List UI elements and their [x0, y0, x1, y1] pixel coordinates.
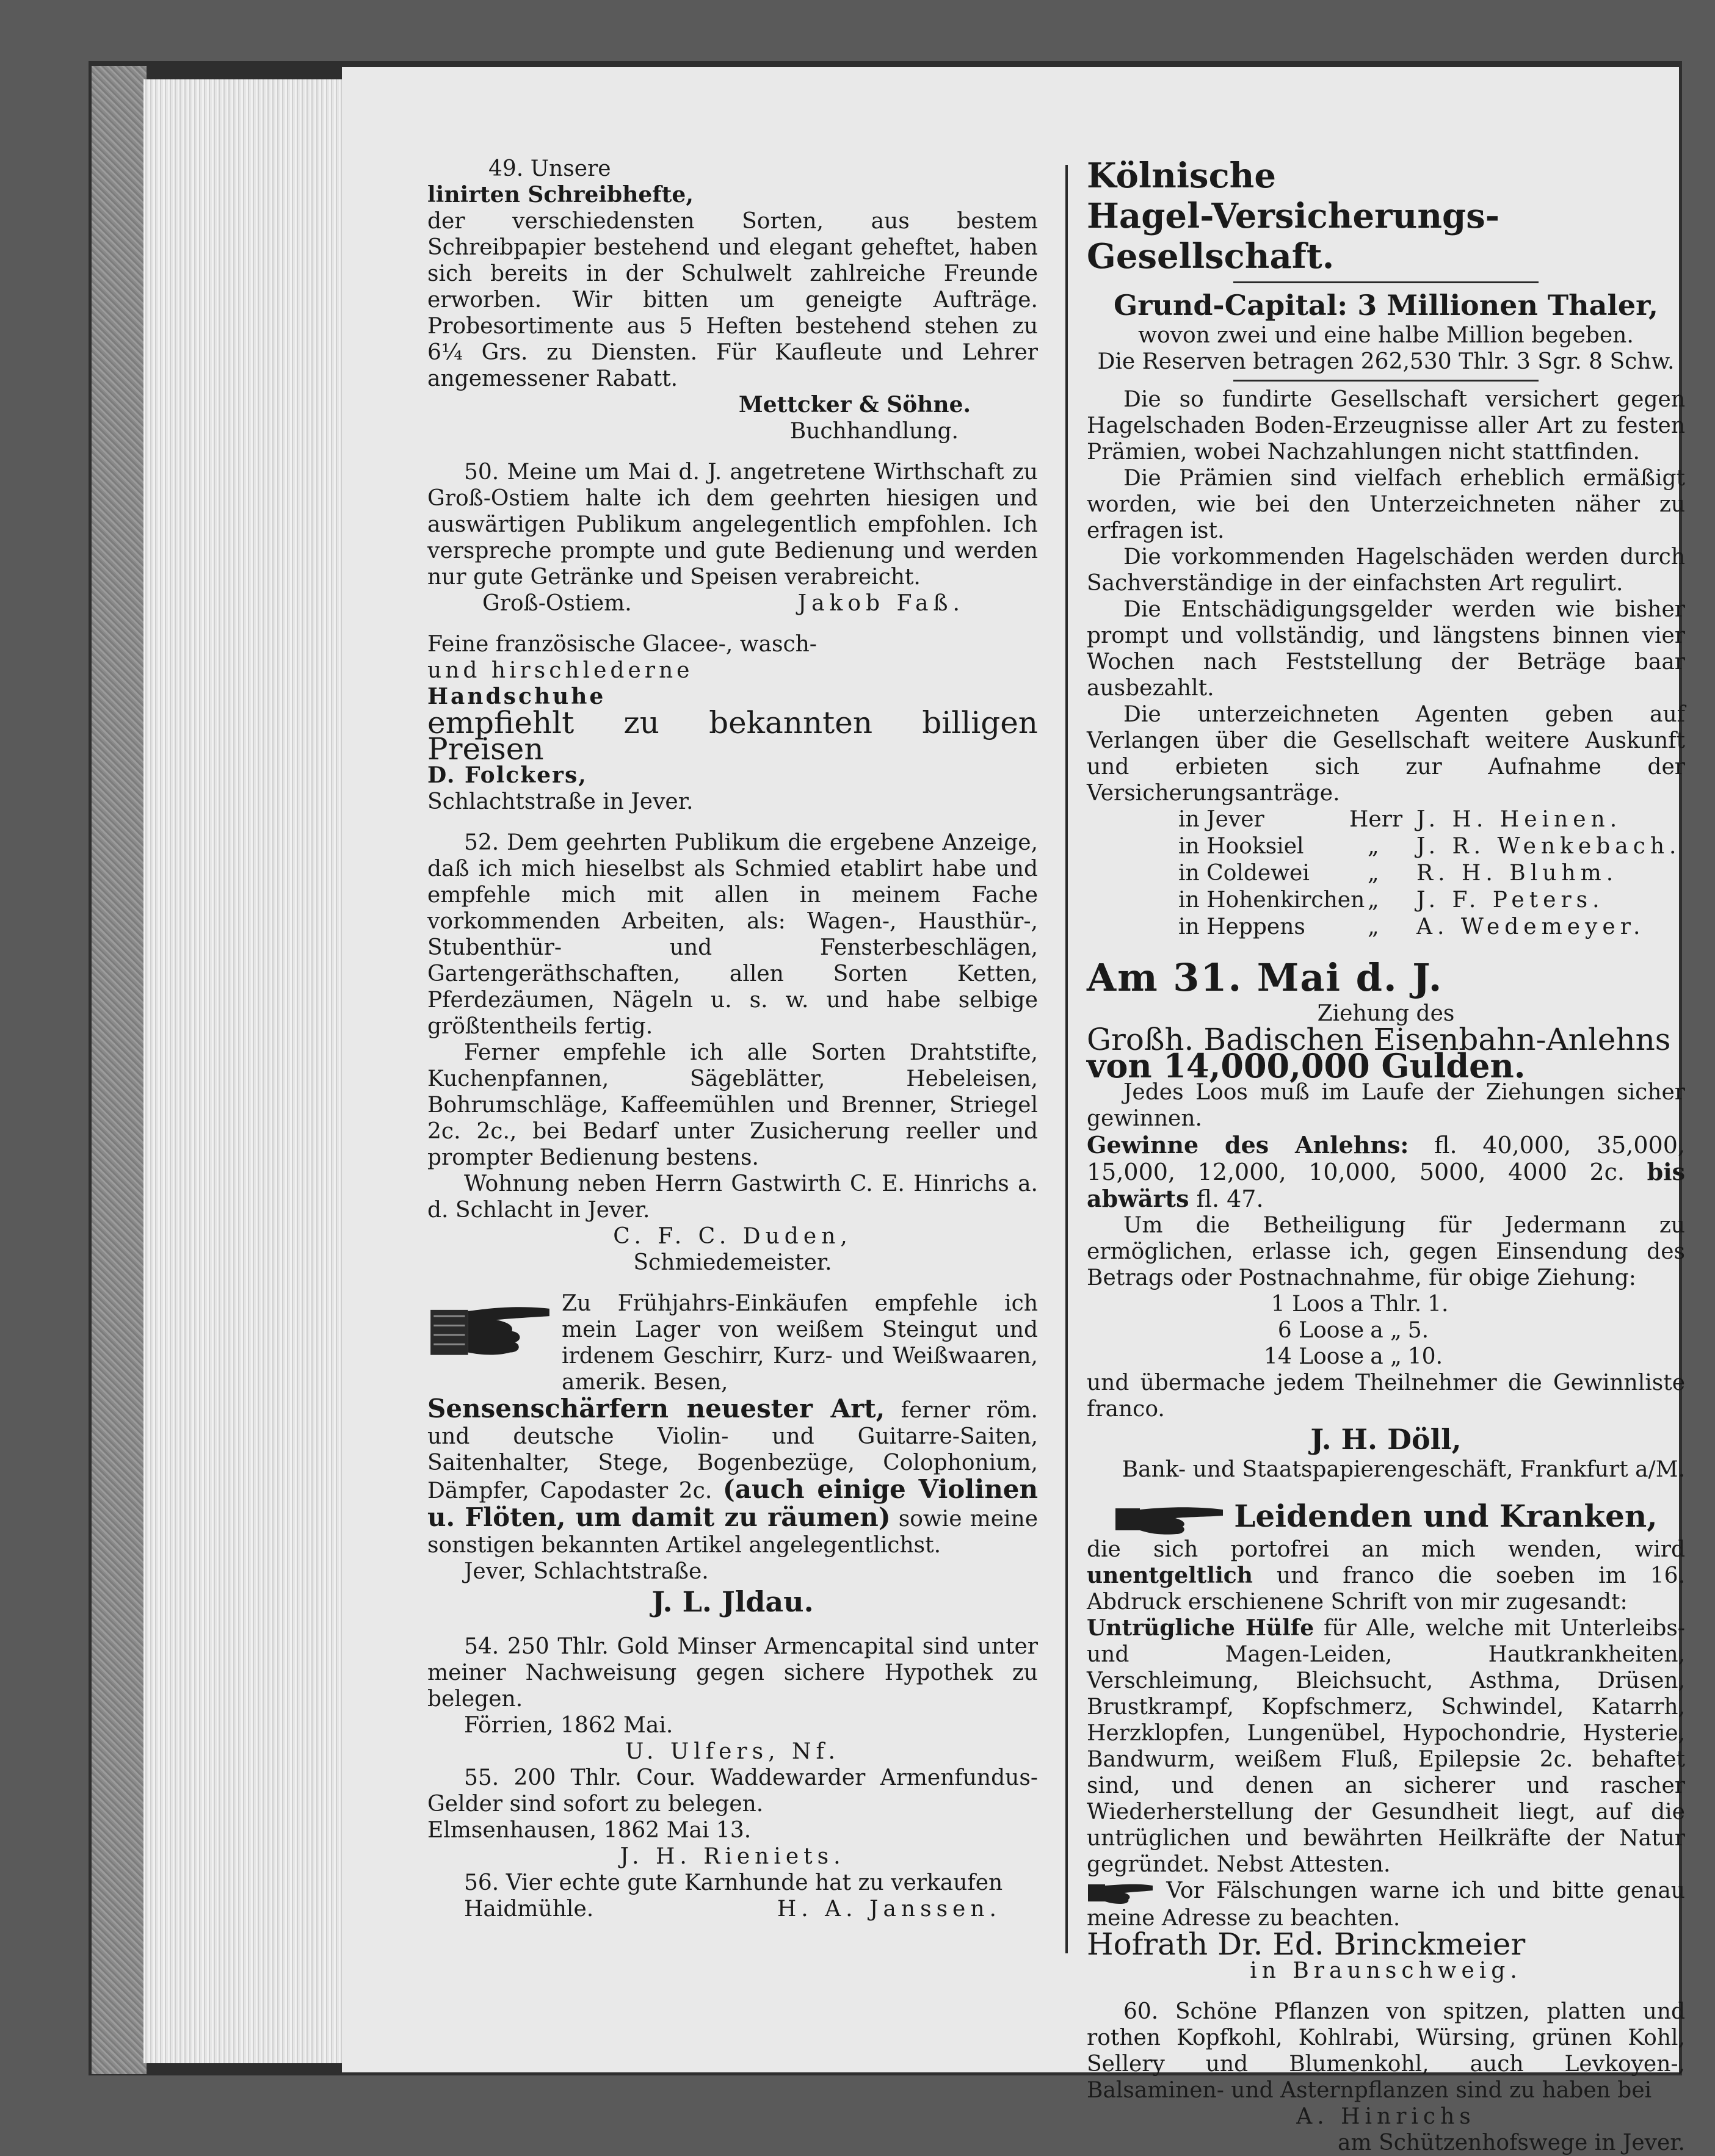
ad-60-address: am Schützenhofswege in Jever. [1338, 2130, 1685, 2155]
ad-59-warn: Vor Fälschungen warne ich und bitte genau meine Adresse zu beachten. [1087, 1878, 1685, 1931]
ad-57-p2: Die Prämien sind vielfach erheblich ermäßigt worden, wie bei den Unterzeichneten näher zu erfragen ist. [1087, 466, 1685, 543]
ad-59-p2b: für Alle, welche mit Unterleibs- und Magen-Leiden, Hautkrankheiten, Verschleimung, Bleichsucht, Asthma, Drüsen, Brustkrampf, Kopfschmerz, Schwindel, Katarrh, Herzklopfen, Lungenübel, Hypochondrie, Hysterie, Bandwurm, weißem Fluß, Epilepsie 2c. behaftet sind, und denen an sicherer und rascher Wiederherstellung der Gesundheit liegt, auf die untrüglichen und bewährten Heilkräfte der Natur gegründet. Nebst Attesten. [1087, 1616, 1685, 1877]
book-cover-edge [92, 66, 147, 2074]
agent-name: J. R. Wenkebach. [1416, 834, 1681, 859]
ad-50-footer [427, 590, 1038, 617]
ad-52-body-3: Wohnung neben Herrn Gastwirth C. E. Hinrichs a. d. Schlacht in Jever. [427, 1171, 1038, 1223]
agent-title: „ [1368, 888, 1379, 913]
agent-title: „ [1368, 914, 1379, 939]
price-mid: a „ [1370, 1344, 1402, 1369]
agent-place: in Jever [1178, 807, 1264, 832]
ad-57 [1087, 156, 1685, 941]
ad-55 [427, 1765, 1038, 1870]
ad-52-signature-sub: Schmiedemeister. [633, 1250, 832, 1275]
ad-52-body-1: 52. Dem geehrten Publikum die ergebene Anzeige, daß ich mich hieselbst als Schmied etablirt habe und empfehle mich mit allen in meinem Fache vorkommenden Arbeiten, als: Wagen-, Hausthür-, Stubenthür- und Fensterbeschlägen, Gartengeräthschaften, allen Sorten Ketten, Pferdezäumen, Nägeln u. s. w. und habe selbige größtentheils fertig. [427, 830, 1038, 1039]
price-mid: a „ [1370, 1318, 1402, 1343]
ad-57-p5: Die unterzeichneten Agenten geben auf Verlangen über die Gesellschaft weitere Auskunft und erbieten sich zur Aufnahme der Versicherungsanträge. [1087, 702, 1685, 806]
ad-54-body: 54. 250 Thlr. Gold Minser Armencapital sind unter meiner Nachweisung gegen sichere Hypothek zu belegen. [427, 1634, 1038, 1712]
price-amount: 5. [1407, 1318, 1429, 1343]
ad-58-prices [1258, 1291, 1514, 1370]
ad-57-title-2: Hagel-Versicherungs-Gesellschaft. [1087, 196, 1499, 277]
ad-53-signature: J. L. Jldau. [651, 1585, 814, 1618]
ad-58-p2b: fl. 40,000, 35,000, 15,000, 12,000, 10,000, 5000, 4000 2c. [1087, 1132, 1685, 1185]
ad-57-p1: Die so fundirte Gesellschaft versichert gegen Hagelschaden Boden-Erzeugnisse aller Art zu festen Prämien, wobei Nachzahlungen nicht stattfinden. [1087, 387, 1685, 465]
ad-59-p2a: Untrügliche Hülfe [1087, 1615, 1314, 1641]
ad-51-line2: und hirschlederne [427, 658, 694, 683]
ad-58-p1: Jedes Loos muß im Laufe der Ziehungen sicher gewinnen. [1087, 1080, 1685, 1131]
price-amount: 1. [1427, 1292, 1449, 1317]
ad-51 [427, 631, 1038, 815]
ad-59-p2 [1087, 1615, 1685, 1878]
ad-58-title-2: von 14,000,000 Gulden. [1087, 1046, 1526, 1085]
ad-60 [1087, 1999, 1685, 2156]
ad-57-p3: Die vorkommenden Hagelschäden werden durch Sachverständige in der einfachsten Art regulirt. [1087, 544, 1685, 596]
agent-place: in Heppens [1178, 914, 1305, 939]
ad-59 [1087, 1497, 1685, 1984]
ad-57-rule-2 [1233, 380, 1539, 382]
ad-58-name: J. H. Döll, [1310, 1423, 1462, 1456]
ad-59-p1a: die sich portofrei an mich wenden, wird [1087, 1537, 1685, 1562]
price-row [1258, 1344, 1514, 1370]
ad-53-intro-row [427, 1290, 1038, 1395]
ad-58-p2d: fl. 47. [1196, 1185, 1264, 1212]
ad-49-title: linirten Schreibhefte, [427, 182, 694, 208]
ad-57-rule [1233, 281, 1539, 283]
ad-49-lead: 49. Unsere [488, 156, 611, 181]
ad-50 [427, 459, 1038, 617]
agent-title: „ [1368, 834, 1379, 859]
ad-52 [427, 830, 1038, 1276]
ad-59-p1b: unentgeltlich [1087, 1563, 1253, 1588]
ad-50-place: Groß-Ostiem. [482, 591, 632, 616]
ad-57-reserve: Die Reserven betragen 262,530 Thlr. 3 Sgr. 8 Schw. [1097, 349, 1675, 374]
ad-53-bold-2: (auch einige Violinen u. Flöten, um damit zu räumen) [427, 1474, 1038, 1532]
ad-60-signature: A. Hinrichs [1296, 2104, 1476, 2129]
ad-56-signature: H. A. Janssen. [777, 1897, 1001, 1922]
pointing-hand-icon [427, 1290, 553, 1361]
ad-59-headline-row [1087, 1497, 1685, 1536]
right-column [1087, 156, 1685, 2156]
ad-57-title-1: Kölnische [1087, 156, 1277, 196]
ad-54 [427, 1633, 1038, 1765]
ad-54-signature: U. Ulfers, Nf. [625, 1739, 840, 1764]
ad-53-intro: Zu Frühjahrs-Einkäufen empfehle ich mein Lager von weißem Steingut und irdenem Geschirr, Kurz- und Weißwaaren, amerik. Besen, [562, 1291, 1038, 1395]
ad-58-title-1: Großh. Badischen Eisenbahn-Anlehns [1087, 1022, 1671, 1057]
ad-51-name: D. Folckers, [427, 762, 587, 788]
ad-56-body: 56. Vier echte gute Karnhunde hat zu verkaufen [464, 1870, 1003, 1895]
ad-58-p2a: Gewinne des Anlehns: [1087, 1131, 1409, 1159]
agent-name: J. H. Heinen. [1416, 807, 1622, 832]
ad-53-mid: ferner röm. und deutsche Violin- und Guitarre-Saiten, Saitenhalter, Stege, Bogenbezüge, Colophonium, Dämpfer, Capodaster 2c. [427, 1398, 1038, 1503]
agent-name: J. F. Peters. [1416, 888, 1604, 913]
ad-59-headline: Leidenden und Kranken, [1234, 1498, 1658, 1534]
agent-place: in Hohenkirchen [1178, 888, 1365, 913]
ad-50-signature: Jakob Faß. [797, 591, 965, 616]
ad-58-p4: und übermache jedem Theilnehmer die Gewinnliste franco. [1087, 1370, 1685, 1422]
agent-name: R. H. Bluhm. [1416, 861, 1619, 886]
ad-52-body-2: Ferner empfehle ich alle Sorten Drahtstifte, Kuchenpfannen, Sägeblätter, Hebeleisen, Bohrumschläge, Kaffeemühlen und Brenner, Striegel 2c. 2c., bei Bedarf unter Zusicherung reeller und prompter Bedienung bestens. [427, 1040, 1038, 1170]
page-stack-edges [143, 79, 345, 2063]
ad-49-body: der verschiedensten Sorten, aus bestem Schreibpapier bestehend und elegant geheftet, haben sich bereits in der Schulwelt zahlreiche Freunde erworben. Wir bitten um geneigte Aufträge. Probesortimente aus 5 Heften bestehend stehen zu 6¼ Grs. zu Diensten. Für Kaufleute und Lehrer angemessener Rabatt. [427, 209, 1038, 391]
ad-53-bold-1: Sensenschärfern neuester Art, [427, 1394, 885, 1423]
agent-title: Herr [1349, 807, 1403, 832]
ad-58-p2 [1087, 1132, 1685, 1212]
price-mid: a Thlr. [1350, 1292, 1422, 1317]
ad-57-p4: Die Entschädigungsgelder werden wie bisher prompt und vollständig, und längstens binnen vier Wochen nach Feststellung der Beträge baar ausbezahlt. [1087, 597, 1685, 701]
ad-53-place: Jever, Schlachtstraße. [464, 1559, 709, 1584]
ad-58 [1087, 955, 1685, 1483]
ad-51-headline: Handschuhe [427, 684, 606, 709]
ad-50-body: 50. Meine um Mai d. J. angetretene Wirthschaft zu Groß-Ostiem halte ich dem geehrten hiesigen und auswärtigen Publikum angelegentlich empfohlen. Ich verspreche prompte und gute Bedienung und werden nur gute Getränke und Speisen verabreicht. [427, 460, 1038, 590]
ad-56 [427, 1870, 1038, 1922]
ad-58-date: Am 31. Mai d. J. [1087, 955, 1443, 1000]
ad-59-p1 [1087, 1536, 1685, 1615]
agent-name: A. Wedemeyer. [1416, 914, 1645, 939]
ad-56-place: Haidmühle. [464, 1897, 594, 1922]
price-qty: 14 Loose [1263, 1344, 1365, 1369]
ad-51-address: Schlachtstraße in Jever. [427, 789, 694, 814]
ad-57-sub: wovon zwei und eine halbe Million begeben. [1138, 323, 1634, 348]
ad-53-body [427, 1395, 1038, 1558]
ad-55-body: 55. 200 Thlr. Cour. Waddewarder Armenfundus-Gelder sind sofort zu belegen. [427, 1765, 1038, 1817]
ad-58-p3: Um die Betheiligung für Jedermann zu ermöglichen, erlasse ich, gegen Einsendung des Betrags oder Postnachnahme, für obige Ziehung: [1087, 1213, 1685, 1290]
ad-53-tail: sowie meine sonstigen bekannten Artikel angelegentlichst. [427, 1507, 1039, 1558]
price-qty: 6 Loose [1277, 1318, 1365, 1343]
ad-56-footer [427, 1896, 1038, 1922]
ad-58-p2c: bis abwärts [1087, 1158, 1685, 1212]
ad-49 [427, 156, 1038, 444]
ad-54-place: Förrien, 1862 Mai. [464, 1713, 673, 1738]
ad-53 [427, 1290, 1038, 1619]
pointing-hand-icon [1087, 1879, 1154, 1905]
ad-59-warn-row [1087, 1878, 1685, 1931]
ad-58-ziehung: Ziehung des [1317, 1001, 1455, 1026]
ad-55-place: Elmsenhausen, 1862 Mai 13. [427, 1818, 752, 1843]
ad-51-line1: Feine französische Glacee-, wasch- [427, 632, 817, 657]
ad-58-firm: Bank- und Staatspapierengeschäft, Frankfurt a/M. [1122, 1457, 1685, 1482]
ad-60-body: 60. Schöne Pflanzen von spitzen, platten und rothen Kopfkohl, Kohlrabi, Würsing, grünen Kohl, Sellery und Blumenkohl, auch Levkoyen-, Balsaminen- und Asternpflanzen sind zu haben bei [1087, 1999, 1685, 2103]
price-amount: 10. [1407, 1344, 1443, 1369]
agent-place: in Hooksiel [1178, 834, 1304, 859]
ad-59-signature: Hofrath Dr. Ed. Brinckmeier [1087, 1926, 1526, 1962]
ad-51-line3: empfiehlt zu bekannten billigen Preisen [427, 705, 1038, 767]
ad-59-p1c: und franco die soeben im 16. Abdruck erschienene Schrift von mir zugesandt: [1087, 1563, 1686, 1615]
pointing-hand-icon [1114, 1501, 1224, 1536]
price-row [1258, 1317, 1514, 1344]
left-column [427, 156, 1038, 1922]
ad-57-agents [1178, 806, 1685, 941]
ad-49-signature: Mettcker & Söhne. [738, 392, 971, 418]
price-row [1258, 1291, 1514, 1317]
agent-title: „ [1368, 861, 1379, 886]
ad-49-signature-sub: Buchhandlung. [789, 419, 959, 444]
agent-place: in Coldewei [1178, 861, 1310, 886]
column-divider [1065, 165, 1068, 1953]
ad-55-signature: J. H. Rieniets. [620, 1844, 846, 1869]
ad-57-capital: Grund-Capital: 3 Millionen Thaler, [1113, 289, 1659, 322]
ad-59-city: in Braunschweig. [1250, 1958, 1522, 1983]
ad-52-signature: C. F. C. Duden, [613, 1224, 852, 1249]
price-qty: 1 Loos [1271, 1292, 1344, 1317]
